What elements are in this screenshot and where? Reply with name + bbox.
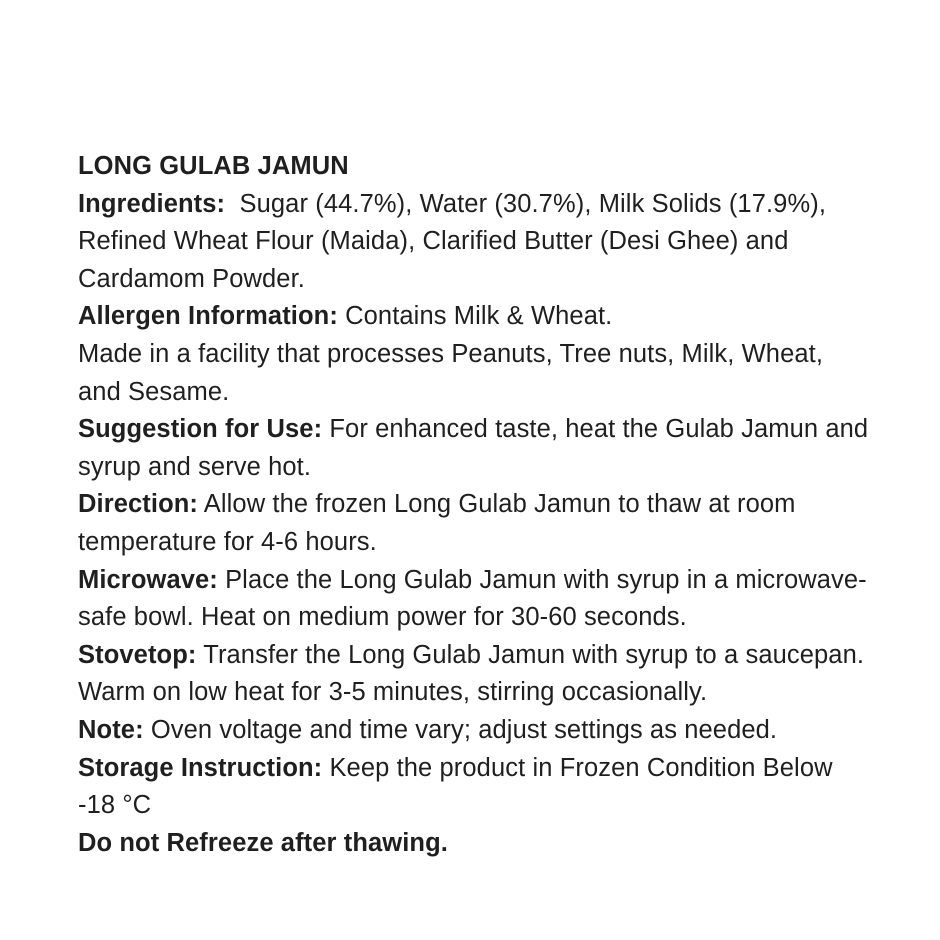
suggestion-text: For enhanced taste, heat the Gulab Jamun and syrup and serve hot. xyxy=(78,415,876,481)
note-text: Oven voltage and time vary; adjust settings as needed. xyxy=(143,715,778,744)
microwave-line xyxy=(78,562,873,637)
ingredients-line xyxy=(78,186,873,299)
direction-text: Allow the frozen Long Gulab Jamun to thaw at room temperature for 4-6 hours. xyxy=(78,490,803,556)
facility-text: Made in a facility that processes Peanuts, Tree nuts, Milk, Wheat, and Sesame. xyxy=(78,339,831,406)
suggestion-label: Suggestion for Use: xyxy=(78,415,323,444)
storage-line xyxy=(78,750,873,825)
note-line xyxy=(78,712,873,750)
direction-label: Direction: xyxy=(78,490,199,519)
suggestion-line xyxy=(78,411,876,486)
refreeze-line xyxy=(78,825,873,863)
storage-label: Storage Instruction: xyxy=(78,753,323,782)
allergen-text: Contains Milk & Wheat. xyxy=(337,302,613,331)
refreeze-text: Do not Refreeze after thawing. xyxy=(78,828,448,857)
stovetop-label: Stovetop: xyxy=(78,640,197,669)
allergen-line xyxy=(78,298,873,336)
storage-text: Keep the product in Frozen Condition Below -18 °C xyxy=(78,753,840,820)
facility-line xyxy=(78,336,873,411)
microwave-label: Microwave: xyxy=(78,565,218,594)
stovetop-text: Transfer the Long Gulab Jamun with syrup to a saucepan. Warm on low heat for 3-5 minutes, stirring occasionally. xyxy=(78,640,872,707)
stovetop-line xyxy=(78,637,873,712)
product-title: LONG GULAB JAMUN xyxy=(78,152,349,180)
ingredients-text: Sugar (44.7%), Water (30.7%), Milk Solids (17.9%), Refined Wheat Flour (Maida), Clarified Butter (Desi Ghee) and Cardamom Powder. xyxy=(78,189,834,293)
allergen-label: Allergen Information: xyxy=(78,302,338,331)
label-text-block xyxy=(78,148,876,862)
direction-line xyxy=(78,486,873,561)
ingredients-label: Ingredients: xyxy=(78,189,226,218)
microwave-text: Place the Long Gulab Jamun with syrup in a microwave-safe bowl. Heat on medium power for 30-60 seconds. xyxy=(78,565,867,632)
note-label: Note: xyxy=(78,715,144,744)
